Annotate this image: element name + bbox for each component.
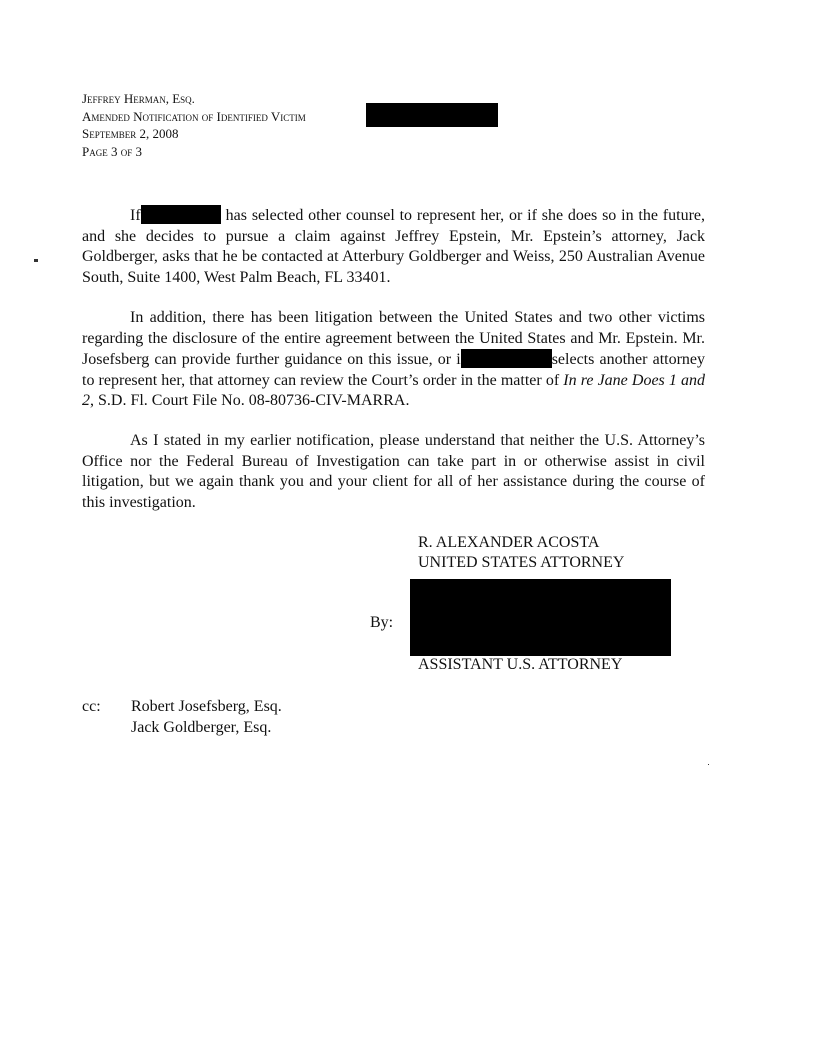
case-name: In re Jane Does 1 and 2 (82, 371, 706, 409)
header-page-number: Page 3 of 3 (82, 143, 142, 159)
cc-recipient: Robert Josefsberg, Esq. (131, 698, 282, 715)
paragraph-1-text: has selected other counsel to represent her, or if she does so in the future, and she decides to pursue a claim against Jeffrey Epstein, Mr. Epstein’s attorney, Jack Goldberger, asks that he be contacted at Atterbury Goldberger and Weiss, 250 Australian Avenue South, Suite 1400, West Palm Beach, FL 33401. (82, 207, 705, 286)
paragraph-3-text: As I stated in my earlier notification, please understand that neither the U.S. Attorney’s Office nor the Federal Bureau of Investigation can take part in or otherwise assist in civil litigation, but we again thank you and your client for all of her assistance during the course of this investigation. (82, 432, 705, 511)
paragraph-2-text-a: In addition, there has been litigation between the United States and two other victims regarding the disclosure of the entire agreement between the United States and Mr. Epstein. Mr. Josefsberg can provide further guidance on this issue, or i (82, 309, 705, 368)
paragraph-1 (82, 205, 705, 288)
header-subject-line (82, 108, 306, 126)
signatory-title: UNITED STATES ATTORNEY (418, 554, 625, 571)
header-date: September 2, 2008 (82, 126, 179, 141)
redaction-bar (366, 103, 498, 127)
cc-recipient: Jack Goldberger, Esq. (131, 718, 272, 736)
redaction-bar (461, 349, 552, 368)
signer-title: ASSISTANT U.S. ATTORNEY (418, 656, 623, 673)
paragraph-2-text-b: selects another attorney to represent her, that attorney can review the Court’s order in the matter of (82, 351, 706, 389)
redacted-signature (410, 579, 671, 656)
cc-label: cc: (82, 698, 101, 715)
signatory-name: R. ALEXANDER ACOSTA (418, 534, 600, 551)
by-label: By: (370, 614, 394, 631)
paragraph-1-start: If (130, 207, 141, 224)
paragraph-2-text-c: , S.D. Fl. Court File No. 08-80736-CIV-MARRA. (90, 392, 410, 409)
letter-header (82, 90, 306, 160)
scan-speck (708, 764, 709, 765)
margin-mark (34, 259, 38, 262)
header-subject: Amended Notification of Identified Victim (82, 108, 306, 124)
header-addressee: Jeffrey Herman, Esq. (82, 91, 195, 106)
redaction-bar (141, 205, 221, 224)
paragraph-2 (82, 308, 705, 412)
paragraph-3 (82, 431, 705, 513)
